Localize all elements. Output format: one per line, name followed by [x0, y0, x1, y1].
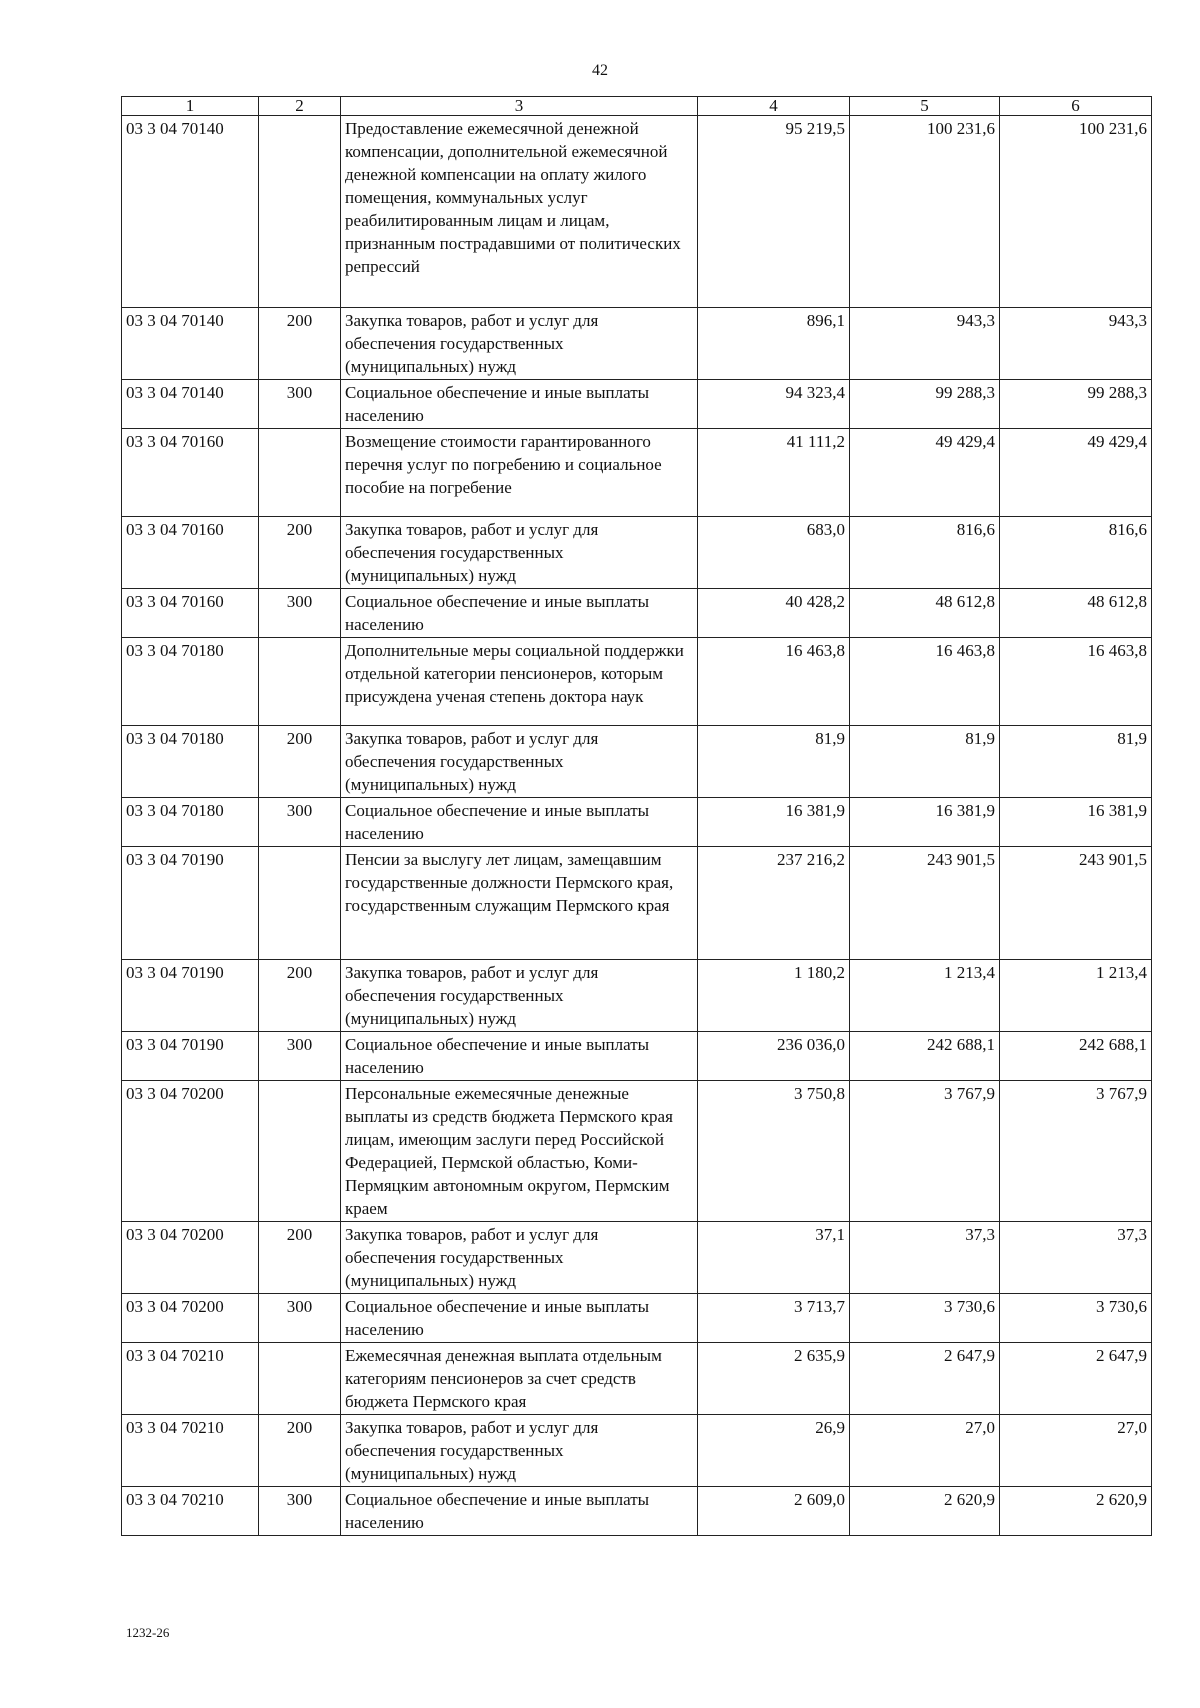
row-value-col6: 943,3: [1000, 308, 1152, 380]
row-code: 03 3 04 70200: [122, 1222, 259, 1294]
row-description: Ежемесячная денежная выплата отдельным категориям пенсионеров за счет средств бюджета Пермского края: [341, 1343, 698, 1415]
row-value-col4: 16 463,8: [698, 638, 850, 726]
budget-table: [121, 96, 1152, 1536]
table-row: [122, 847, 1152, 960]
row-expense-type: 200: [259, 517, 341, 589]
header-col-4: 4: [698, 97, 850, 116]
row-value-col5: 3 767,9: [850, 1081, 1000, 1222]
table-row: [122, 116, 1152, 308]
row-value-col6: 100 231,6: [1000, 116, 1152, 308]
table-row: [122, 1222, 1152, 1294]
row-value-col5: 2 620,9: [850, 1487, 1000, 1536]
row-value-col5: 943,3: [850, 308, 1000, 380]
row-value-col4: 896,1: [698, 308, 850, 380]
row-code: 03 3 04 70160: [122, 589, 259, 638]
row-value-col5: 3 730,6: [850, 1294, 1000, 1343]
table-row: [122, 960, 1152, 1032]
row-value-col6: 3 767,9: [1000, 1081, 1152, 1222]
row-value-col5: 243 901,5: [850, 847, 1000, 960]
row-value-col4: 94 323,4: [698, 380, 850, 429]
row-value-col5: 2 647,9: [850, 1343, 1000, 1415]
row-code: 03 3 04 70200: [122, 1294, 259, 1343]
row-expense-type: 300: [259, 798, 341, 847]
table-row: [122, 798, 1152, 847]
row-description: Дополнительные меры социальной поддержки отдельной категории пенсионеров, которым присуждена ученая степень доктора наук: [341, 638, 698, 726]
row-value-col4: 2 635,9: [698, 1343, 850, 1415]
row-code: 03 3 04 70140: [122, 380, 259, 429]
row-value-col4: 3 713,7: [698, 1294, 850, 1343]
table-row: [122, 517, 1152, 589]
row-value-col4: 16 381,9: [698, 798, 850, 847]
row-value-col6: 816,6: [1000, 517, 1152, 589]
row-value-col6: 16 381,9: [1000, 798, 1152, 847]
row-value-col5: 37,3: [850, 1222, 1000, 1294]
row-value-col6: 37,3: [1000, 1222, 1152, 1294]
row-description: Предоставление ежемесячной денежной компенсации, дополнительной ежемесячной денежной компенсации на оплату жилого помещения, коммунальных услуг реабилитированным лицам и лицам, признанным пострадавшими от политических репрессий: [341, 116, 698, 308]
row-code: 03 3 04 70190: [122, 847, 259, 960]
row-code: 03 3 04 70180: [122, 638, 259, 726]
document-code: 1232-26: [126, 1625, 170, 1640]
row-expense-type: 200: [259, 726, 341, 798]
row-value-col5: 16 463,8: [850, 638, 1000, 726]
row-code: 03 3 04 70210: [122, 1415, 259, 1487]
table-row: [122, 726, 1152, 798]
row-description: Закупка товаров, работ и услуг для обеспечения государственных (муниципальных) нужд: [341, 1415, 698, 1487]
row-code: 03 3 04 70200: [122, 1081, 259, 1222]
row-value-col5: 816,6: [850, 517, 1000, 589]
row-expense-type: 300: [259, 589, 341, 638]
row-value-col6: 243 901,5: [1000, 847, 1152, 960]
row-code: 03 3 04 70140: [122, 308, 259, 380]
row-description: Закупка товаров, работ и услуг для обеспечения государственных (муниципальных) нужд: [341, 517, 698, 589]
row-value-col4: 683,0: [698, 517, 850, 589]
row-value-col5: 49 429,4: [850, 429, 1000, 517]
row-value-col4: 237 216,2: [698, 847, 850, 960]
row-value-col4: 37,1: [698, 1222, 850, 1294]
row-value-col5: 100 231,6: [850, 116, 1000, 308]
row-code: 03 3 04 70180: [122, 798, 259, 847]
row-expense-type: 200: [259, 308, 341, 380]
row-code: 03 3 04 70160: [122, 517, 259, 589]
row-value-col5: 48 612,8: [850, 589, 1000, 638]
row-value-col6: 99 288,3: [1000, 380, 1152, 429]
row-expense-type: 300: [259, 1487, 341, 1536]
header-col-5: 5: [850, 97, 1000, 116]
row-description: Социальное обеспечение и иные выплаты населению: [341, 798, 698, 847]
row-code: 03 3 04 70160: [122, 429, 259, 517]
header-col-3: 3: [341, 97, 698, 116]
row-value-col5: 81,9: [850, 726, 1000, 798]
row-description: Возмещение стоимости гарантированного перечня услуг по погребению и социальное пособие на погребение: [341, 429, 698, 517]
row-description: Закупка товаров, работ и услуг для обеспечения государственных (муниципальных) нужд: [341, 308, 698, 380]
row-value-col5: 16 381,9: [850, 798, 1000, 847]
row-description: Социальное обеспечение и иные выплаты населению: [341, 1487, 698, 1536]
table-row: [122, 380, 1152, 429]
header-col-1: 1: [122, 97, 259, 116]
row-expense-type: [259, 847, 341, 960]
row-value-col5: 99 288,3: [850, 380, 1000, 429]
row-value-col6: 3 730,6: [1000, 1294, 1152, 1343]
row-expense-type: 200: [259, 1415, 341, 1487]
row-expense-type: [259, 116, 341, 308]
row-expense-type: [259, 429, 341, 517]
row-code: 03 3 04 70210: [122, 1343, 259, 1415]
table-row: [122, 638, 1152, 726]
row-value-col6: 49 429,4: [1000, 429, 1152, 517]
row-description: Закупка товаров, работ и услуг для обеспечения государственных (муниципальных) нужд: [341, 960, 698, 1032]
row-value-col4: 26,9: [698, 1415, 850, 1487]
row-description: Персональные ежемесячные денежные выплаты из средств бюджета Пермского края лицам, имеющим заслуги перед Российской Федерацией, Пермской областью, Коми-Пермяцким автономным округом, Пермским краем: [341, 1081, 698, 1222]
header-col-2: 2: [259, 97, 341, 116]
row-description: Социальное обеспечение и иные выплаты населению: [341, 380, 698, 429]
row-value-col6: 242 688,1: [1000, 1032, 1152, 1081]
row-description: Закупка товаров, работ и услуг для обеспечения государственных (муниципальных) нужд: [341, 1222, 698, 1294]
row-value-col6: 48 612,8: [1000, 589, 1152, 638]
row-value-col6: 2 620,9: [1000, 1487, 1152, 1536]
row-value-col5: 1 213,4: [850, 960, 1000, 1032]
header-col-6: 6: [1000, 97, 1152, 116]
page-number: 42: [592, 62, 608, 79]
row-description: Социальное обеспечение и иные выплаты населению: [341, 589, 698, 638]
table-row: [122, 1415, 1152, 1487]
table-row: [122, 589, 1152, 638]
table-row: [122, 1294, 1152, 1343]
table-row: [122, 1487, 1152, 1536]
row-value-col6: 2 647,9: [1000, 1343, 1152, 1415]
row-value-col6: 16 463,8: [1000, 638, 1152, 726]
row-value-col4: 40 428,2: [698, 589, 850, 638]
row-code: 03 3 04 70180: [122, 726, 259, 798]
table-row: [122, 308, 1152, 380]
table-row: [122, 1032, 1152, 1081]
row-expense-type: 200: [259, 1222, 341, 1294]
row-expense-type: 300: [259, 1032, 341, 1081]
row-code: 03 3 04 70190: [122, 960, 259, 1032]
row-value-col4: 2 609,0: [698, 1487, 850, 1536]
row-expense-type: [259, 1343, 341, 1415]
row-expense-type: [259, 1081, 341, 1222]
row-value-col6: 1 213,4: [1000, 960, 1152, 1032]
row-value-col6: 81,9: [1000, 726, 1152, 798]
header-row: [122, 97, 1152, 116]
row-description: Социальное обеспечение и иные выплаты населению: [341, 1294, 698, 1343]
row-description: Социальное обеспечение и иные выплаты населению: [341, 1032, 698, 1081]
row-code: 03 3 04 70190: [122, 1032, 259, 1081]
row-expense-type: [259, 638, 341, 726]
row-value-col5: 242 688,1: [850, 1032, 1000, 1081]
row-expense-type: 300: [259, 380, 341, 429]
row-description: Закупка товаров, работ и услуг для обеспечения государственных (муниципальных) нужд: [341, 726, 698, 798]
row-code: 03 3 04 70210: [122, 1487, 259, 1536]
row-code: 03 3 04 70140: [122, 116, 259, 308]
row-value-col5: 27,0: [850, 1415, 1000, 1487]
table-row: [122, 1081, 1152, 1222]
row-description: Пенсии за выслугу лет лицам, замещавшим государственные должности Пермского края, государственным служащим Пермского края: [341, 847, 698, 960]
table-row: [122, 1343, 1152, 1415]
row-expense-type: 300: [259, 1294, 341, 1343]
row-value-col4: 41 111,2: [698, 429, 850, 517]
row-value-col4: 1 180,2: [698, 960, 850, 1032]
table-row: [122, 429, 1152, 517]
row-value-col4: 236 036,0: [698, 1032, 850, 1081]
row-value-col4: 81,9: [698, 726, 850, 798]
row-value-col6: 27,0: [1000, 1415, 1152, 1487]
row-value-col4: 3 750,8: [698, 1081, 850, 1222]
row-expense-type: 200: [259, 960, 341, 1032]
row-value-col4: 95 219,5: [698, 116, 850, 308]
